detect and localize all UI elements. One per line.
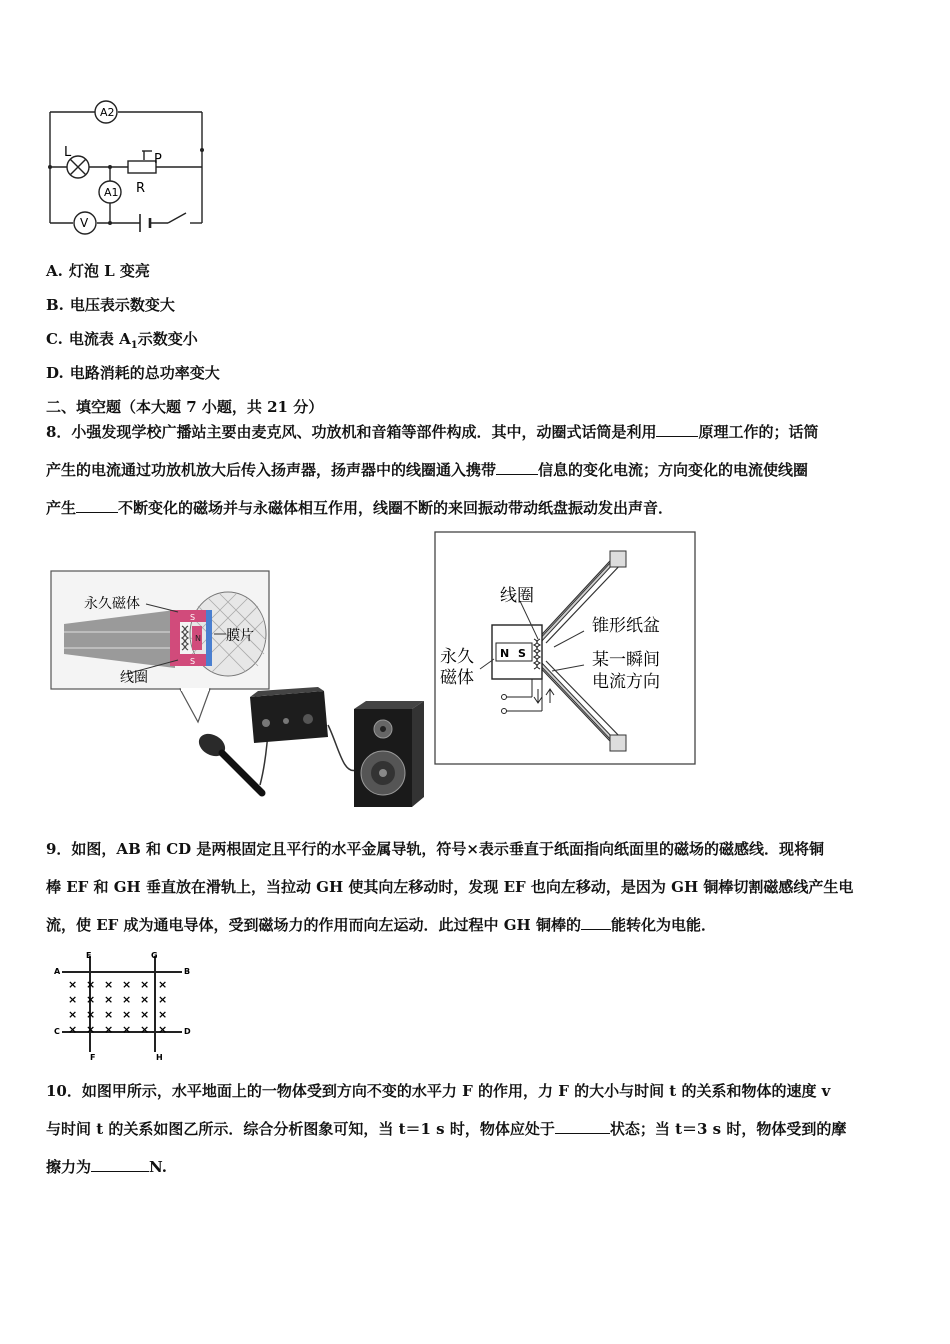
- speaker-magnet-label-1: 永久: [440, 647, 474, 667]
- speaker-s-pole: S: [518, 647, 526, 660]
- field-cross: ×: [86, 993, 96, 1006]
- label-g: G: [151, 952, 158, 960]
- section-title: 二、填空题（本大题 7 小题，共 21 分）: [46, 398, 324, 416]
- blank-10-2[interactable]: [91, 1155, 149, 1172]
- a2-label: A2: [100, 106, 115, 119]
- field-cross: ×: [86, 978, 96, 991]
- field-cross: ×: [104, 993, 114, 1006]
- label-e: E: [86, 952, 92, 960]
- question-9: 9．如图，AB 和 CD 是两根固定且平行的水平金属导轨，符号×表示垂直于纸面指向纸面里的磁场的磁感线．现将铜 棒 EF 和 GH 垂直放在滑轨上，当拉动 GH 使其向左移动时，发现 EF 也向左移动，是因为 GH 铜棒切割磁感线产生电 流，使 EF 成为通电导体，受到磁场力的作用而向左运动．此过程中 GH 铜棒的 能转化为电能．: [46, 840, 854, 934]
- speaker-diagram: [434, 531, 698, 766]
- blank-8-1[interactable]: [656, 420, 698, 437]
- field-cross: ×: [158, 993, 168, 1006]
- field-cross: ×: [68, 978, 78, 991]
- field-cross: ×: [140, 1023, 150, 1036]
- field-cross: ×: [68, 1008, 78, 1021]
- option-a: A. 灯泡 L 变亮: [46, 262, 150, 280]
- speaker-magnet-label-2: 磁体: [440, 668, 474, 688]
- magnet-label: 永久磁体: [84, 596, 140, 612]
- field-cross: ×: [140, 1008, 150, 1021]
- field-cross: ×: [158, 978, 168, 991]
- coil-label: 线圈: [120, 670, 148, 686]
- amplifier-icon: [250, 691, 328, 743]
- field-cross: ×: [104, 1008, 114, 1021]
- field-cross: ×: [140, 978, 150, 991]
- blank-9-1[interactable]: [581, 913, 611, 930]
- option-b: B. 电压表示数变大: [46, 296, 175, 314]
- field-cross: ×: [86, 1008, 96, 1021]
- p-label: P: [154, 152, 162, 167]
- field-cross: ×: [68, 1023, 78, 1036]
- v-label: V: [80, 216, 89, 230]
- question-10: 10．如图甲所示，水平地面上的一物体受到方向不变的水平力 F 的作用，力 F 的大小与时间 t 的关系和物体的速度 v 与时间 t 的关系如图乙所示．综合分析图象可知，当 t＝1 s 时，物体应处于 状态；当 t＝3 s 时，物体受到的摩 擦力为 N.: [46, 1082, 847, 1176]
- field-cross: ×: [122, 1023, 132, 1036]
- question-8: 8．小强发现学校广播站主要由麦克风、功放机和音箱等部件构成．其中，动圈式话筒是利用 原理工作的；话筒 产生的电流通过功放机放大后传入扬声器，扬声器中的线圈通入携带 信息的变化电流；方向变化的电流使线圈 产生 不断变化的磁场并与永磁体相互作用，线圈不断的来回振动带动纸盘振动发出声音．: [46, 413, 906, 527]
- field-cross: ×: [86, 1023, 96, 1036]
- diaphragm-label: 膜片: [226, 628, 254, 644]
- label-f: F: [90, 1053, 96, 1062]
- a1-label: A1: [104, 186, 119, 199]
- field-cross: ×: [122, 993, 132, 1006]
- circuit-diagram: [40, 95, 220, 245]
- n-pole: N: [195, 634, 201, 643]
- label-d: D: [184, 1027, 191, 1036]
- rail-diagram: [50, 952, 195, 1062]
- label-c: C: [54, 1027, 60, 1036]
- field-cross: ×: [140, 993, 150, 1006]
- s-pole-bottom: S: [190, 657, 196, 666]
- audio-equipment-illustration: [188, 685, 438, 810]
- option-d: D. 电路消耗的总功率变大: [46, 364, 220, 382]
- field-cross: ×: [122, 978, 132, 991]
- speaker-coil-label: 线圈: [500, 586, 534, 606]
- field-cross: ×: [68, 993, 78, 1006]
- speaker-n-pole: N: [500, 647, 510, 660]
- blank-8-3[interactable]: [76, 496, 118, 513]
- label-h: H: [156, 1053, 163, 1062]
- r-label: R: [136, 181, 146, 196]
- s-pole-top: S: [190, 613, 196, 622]
- option-c: C. 电流表 $A_1$示数变小: [46, 330, 198, 351]
- field-cross: ×: [122, 1008, 132, 1021]
- label-b: B: [184, 967, 191, 976]
- blank-8-2[interactable]: [496, 458, 538, 475]
- cone-label: 锥形纸盆: [592, 616, 660, 636]
- field-cross: ×: [104, 1023, 114, 1036]
- current-label-1: 某一瞬间: [592, 650, 660, 670]
- field-cross: ×: [104, 978, 114, 991]
- l-label: L: [64, 145, 72, 160]
- blank-10-1[interactable]: [555, 1117, 610, 1134]
- label-a: A: [54, 967, 61, 976]
- field-cross: ×: [158, 1008, 168, 1021]
- field-cross: ×: [158, 1023, 168, 1036]
- current-label-2: 电流方向: [592, 672, 660, 692]
